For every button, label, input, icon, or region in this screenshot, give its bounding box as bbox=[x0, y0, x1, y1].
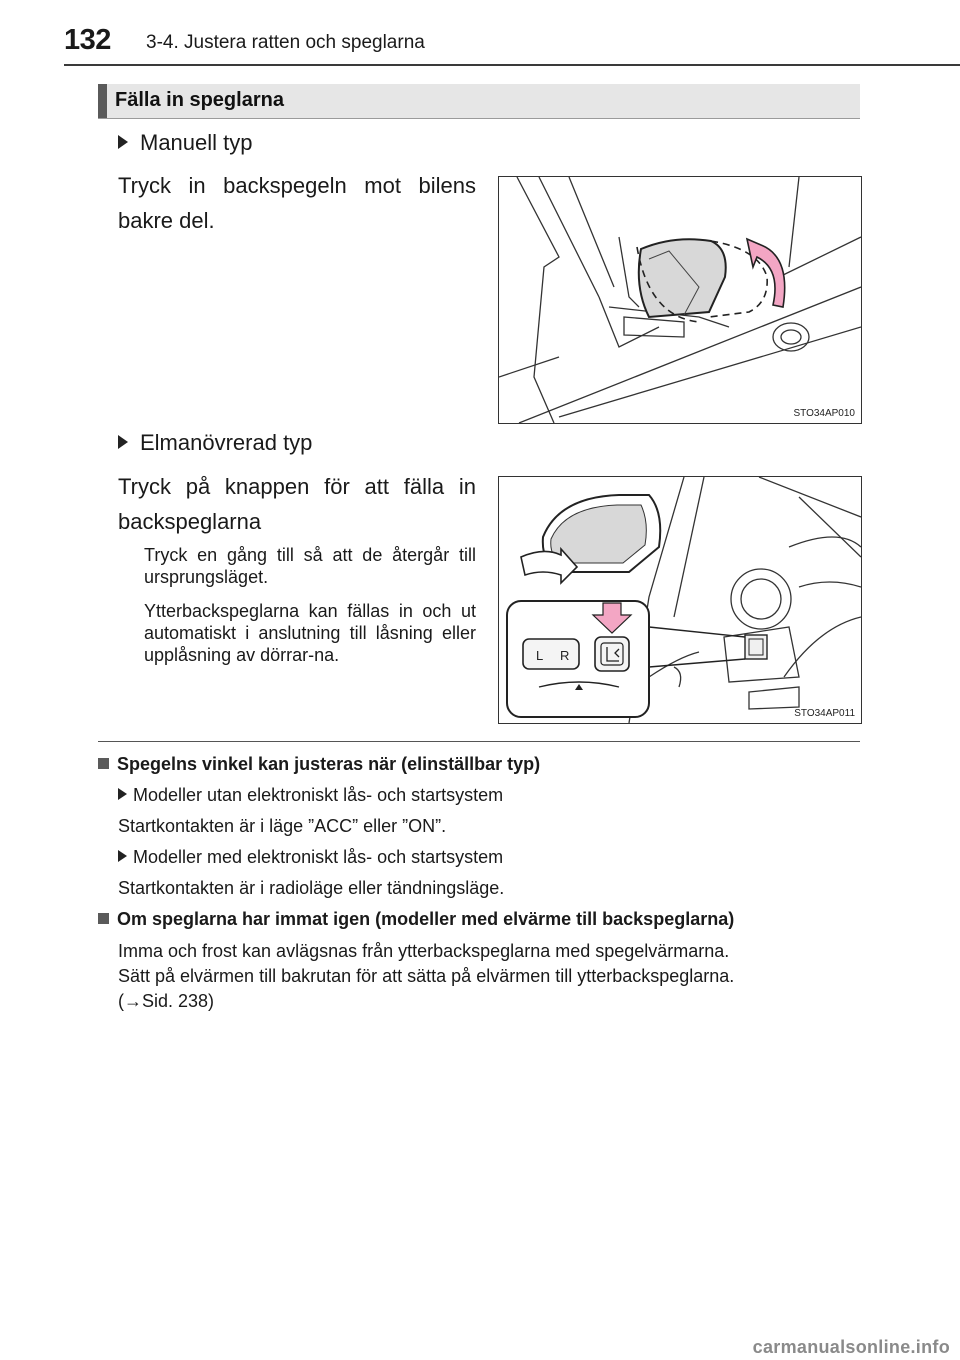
section-title: Fälla in speglarna bbox=[115, 89, 284, 111]
manual-instruction: Tryck in backspegeln mot bilens bakre del. bbox=[118, 173, 476, 233]
note-text-acc-on: Startkontakten är i läge ”ACC” eller ”ON”. bbox=[118, 816, 447, 836]
electric-mirror-illustration bbox=[499, 477, 861, 723]
note-defog-line-1: Imma och frost kan avlägsnas från ytterbackspeglarna med spegelvärmarna. bbox=[118, 941, 730, 961]
watermark: carmanualsonline.info bbox=[752, 1337, 950, 1357]
electric-note-2: Ytterbackspeglarna kan fällas in och ut automatiskt i anslutning till låsning eller upplåsning av dörrar-na. bbox=[144, 601, 476, 665]
switch-left-label: L bbox=[536, 648, 544, 663]
figure-code: STO34AP010 bbox=[793, 408, 855, 419]
triangle-bullet-icon bbox=[118, 135, 128, 149]
square-bullet-icon bbox=[98, 913, 109, 924]
triangle-bullet-icon bbox=[118, 788, 127, 800]
note-bullet-with-smart bbox=[118, 846, 503, 868]
manual-mirror-figure bbox=[498, 176, 862, 424]
square-bullet-icon bbox=[98, 758, 109, 769]
note-heading-defog-text: Om speglarna har immat igen (modeller med elvärme till backspeglarna) bbox=[117, 909, 735, 929]
section-divider bbox=[98, 118, 860, 119]
manual-mirror-illustration bbox=[499, 177, 861, 423]
page-reference-link[interactable]: (→Sid. 238) bbox=[118, 991, 215, 1011]
section-accent bbox=[98, 84, 107, 118]
notes-divider bbox=[98, 741, 860, 742]
note-bullet-text: Modeller utan elektroniskt lås- och startsystem bbox=[133, 785, 504, 805]
switch-right-label: R bbox=[560, 648, 570, 663]
note-defog-line-2: Sätt på elvärmen till bakrutan för att sätta på elvärmen till ytterbackspeglarna. bbox=[118, 966, 735, 986]
section-header bbox=[98, 84, 860, 118]
note-bullet-text: Modeller med elektroniskt lås- och startsystem bbox=[133, 847, 504, 867]
note-heading-angle-text: Spegelns vinkel kan justeras när (elinställbar typ) bbox=[117, 754, 541, 774]
electric-instruction: Tryck på knappen för att fälla in backspeglarna bbox=[118, 474, 476, 534]
manual-type-label: Manuell typ bbox=[140, 130, 253, 155]
electric-note-1: Tryck en gång till så att de återgår till ursprungsläget. bbox=[144, 545, 476, 587]
triangle-bullet-icon bbox=[118, 850, 127, 862]
note-heading-defog bbox=[98, 909, 734, 930]
electric-mirror-figure bbox=[498, 476, 862, 724]
note-text-radio-mode: Startkontakten är i radioläge eller tändningsläge. bbox=[118, 878, 505, 898]
note-heading-angle bbox=[98, 754, 540, 775]
electric-type-label: Elmanövrerad typ bbox=[140, 430, 313, 455]
note-bullet-without-smart bbox=[118, 784, 503, 806]
header-divider bbox=[64, 64, 960, 66]
page-number: 132 bbox=[64, 24, 111, 56]
manual-type-heading bbox=[118, 130, 253, 156]
figure-code: STO34AP011 bbox=[794, 708, 855, 719]
chapter-title: 3-4. Justera ratten och speglarna bbox=[146, 32, 425, 53]
electric-type-heading bbox=[118, 430, 312, 456]
triangle-bullet-icon bbox=[118, 435, 128, 449]
